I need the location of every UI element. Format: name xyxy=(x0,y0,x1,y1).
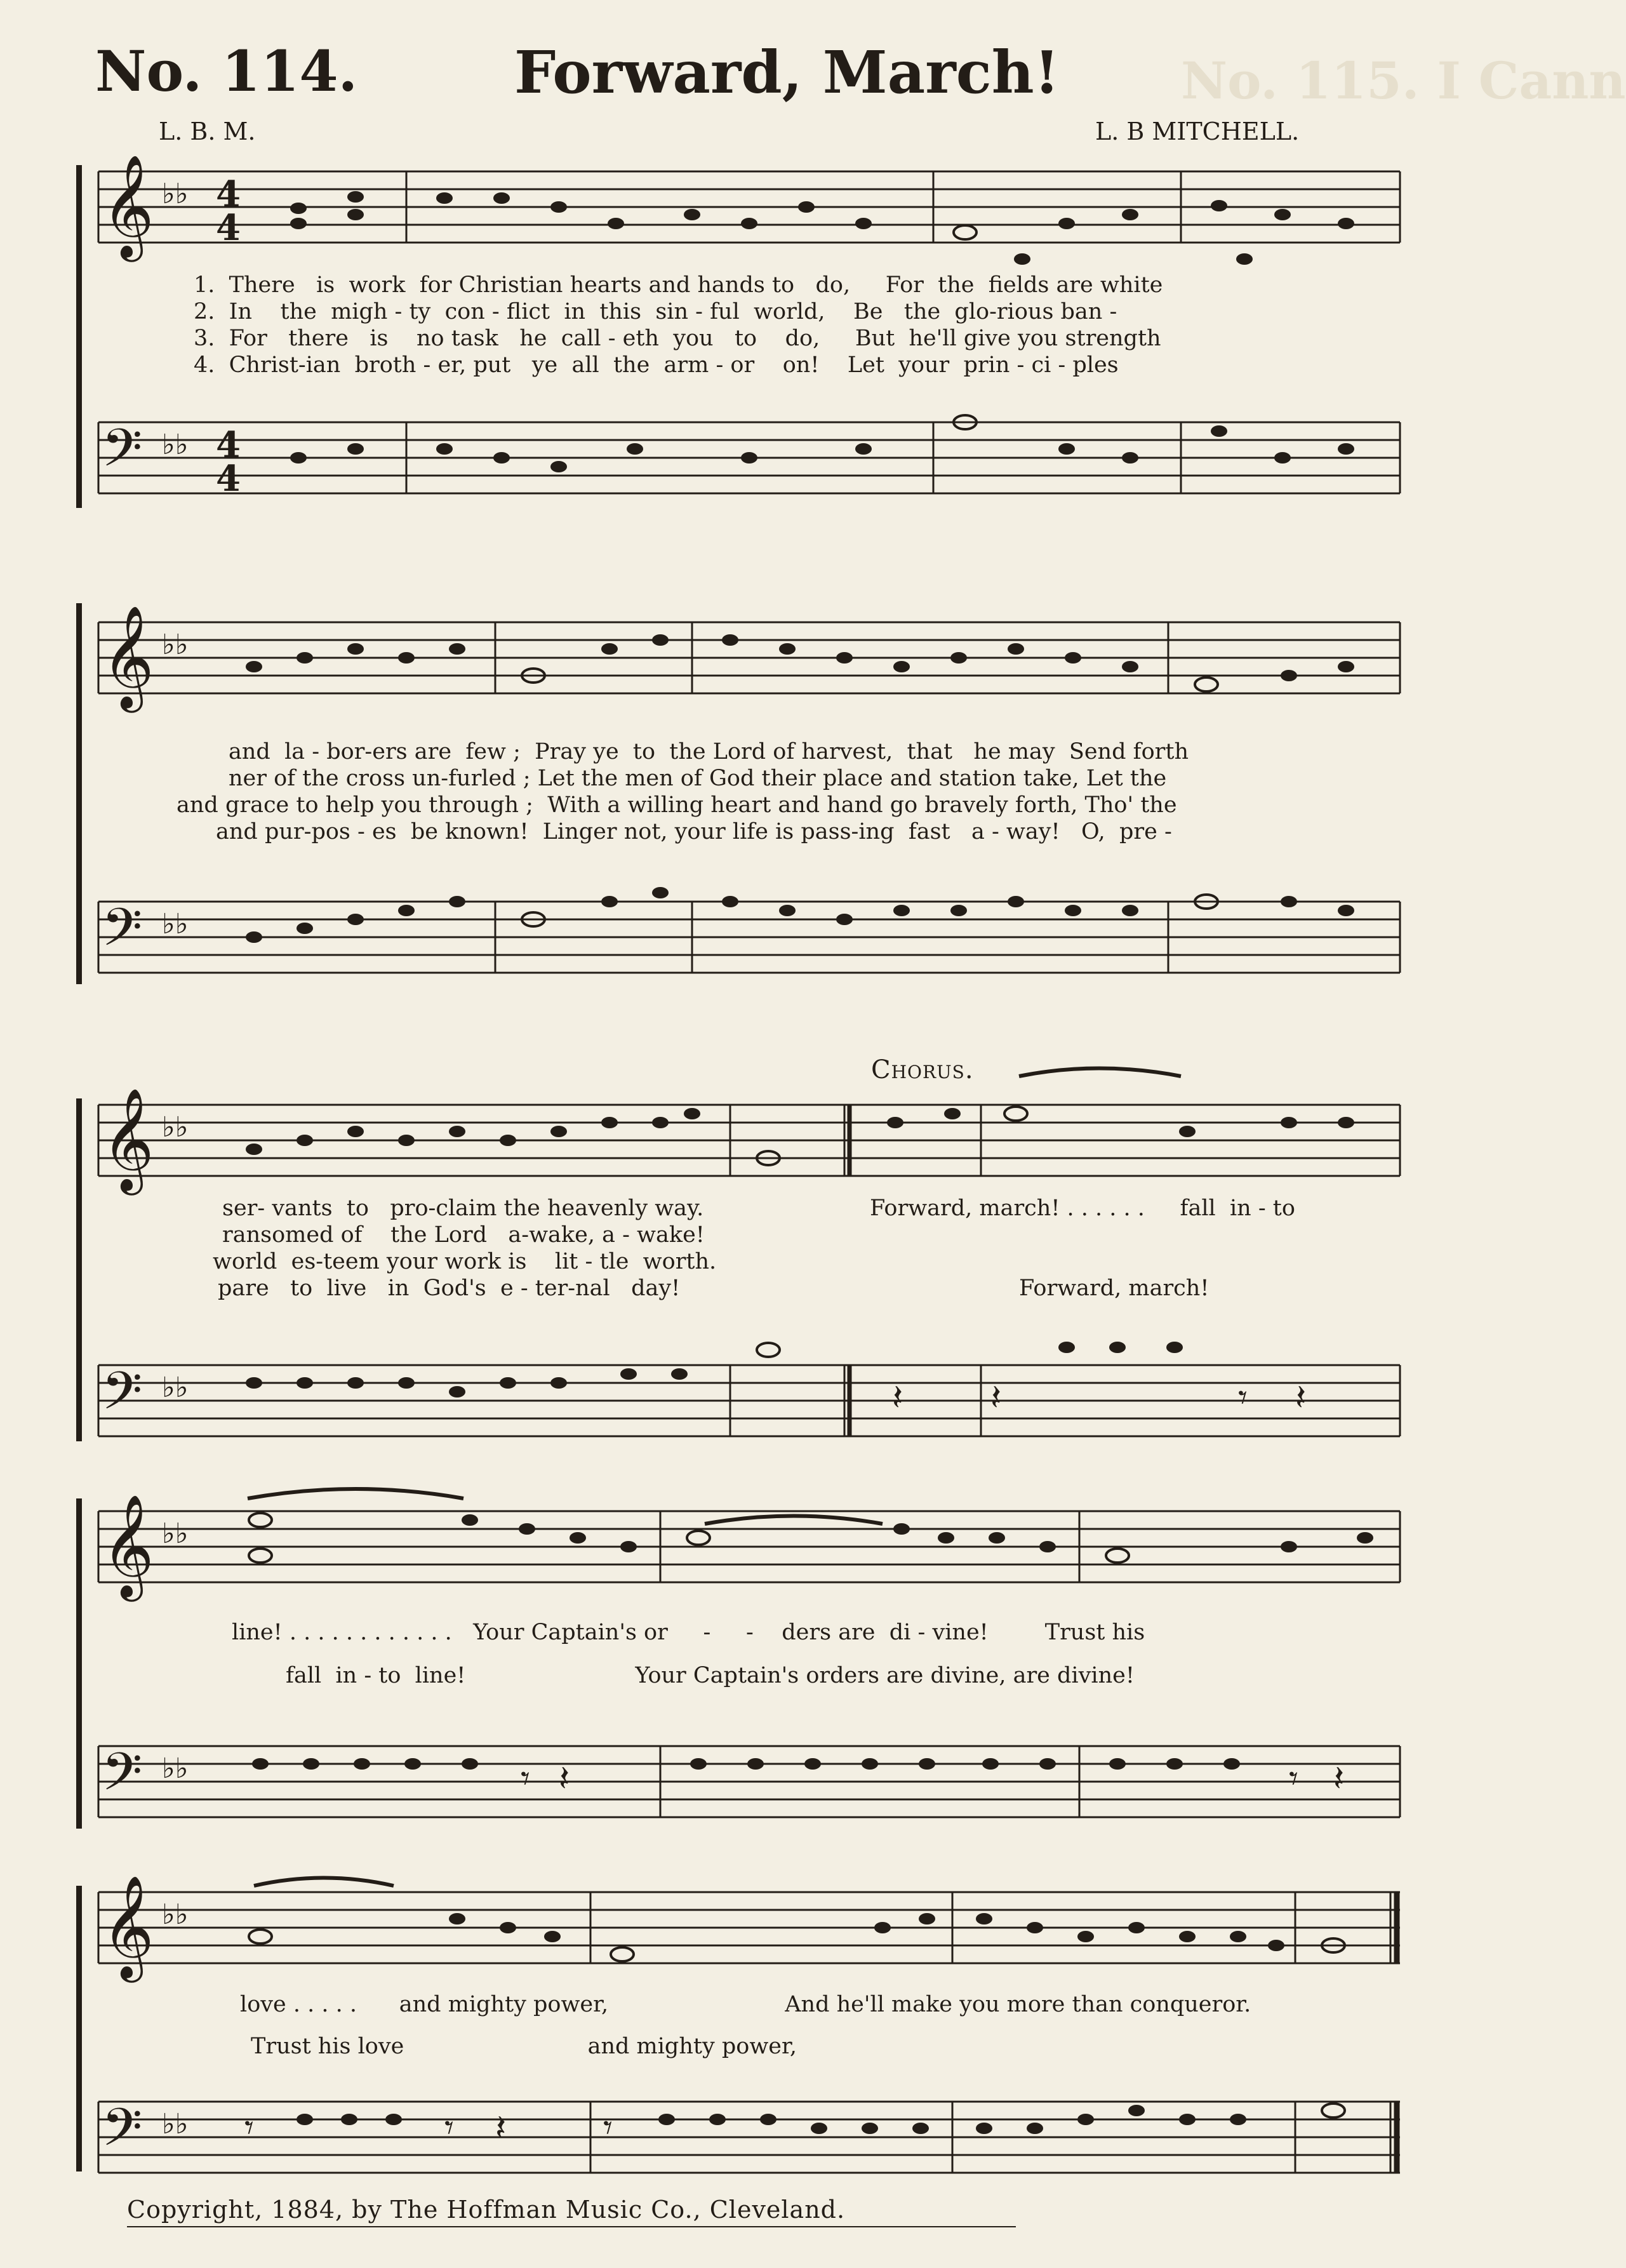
chorus-treble-words: Forward, march! . . . . . . fall in - to xyxy=(870,1196,1295,1221)
svg-text:4: 4 xyxy=(216,207,241,249)
copyright-notice: Copyright, 1884, by The Hoffman Music Co., Cleveland. xyxy=(127,2196,846,2224)
footer-rule xyxy=(127,2226,1016,2227)
svg-text:♭♭: ♭♭ xyxy=(162,2108,189,2140)
svg-text:♭♭: ♭♭ xyxy=(162,1111,189,1144)
bass-notes xyxy=(290,415,1354,472)
lyric-verse-3: and grace to help you through ; With a willing heart and hand go bravely forth, Tho' the xyxy=(177,792,1177,818)
treble-clef-icon: 𝄞 xyxy=(102,1494,154,1598)
svg-text:♭♭: ♭♭ xyxy=(162,429,189,461)
hymn-number: No. 114. xyxy=(95,38,358,104)
svg-text:♭♭: ♭♭ xyxy=(162,1518,189,1550)
chorus-bass-words: Forward, march! xyxy=(1019,1276,1210,1301)
bass-clef-icon: 𝄢 xyxy=(102,1741,143,1815)
bass-words: Trust his love and mighty power, xyxy=(251,2034,797,2059)
svg-text:𝄾: 𝄾 xyxy=(603,2107,613,2149)
bass-clef-icon: 𝄢 xyxy=(102,417,143,491)
treble-notes xyxy=(290,191,1354,265)
lyric-verse-1: ser- vants to pro-claim the heavenly way. xyxy=(222,1196,704,1221)
system-5-staves xyxy=(0,1873,1518,2178)
svg-text:♭♭: ♭♭ xyxy=(162,1371,189,1404)
lyric-verse-4: pare to live in God's e - ter-nal day! xyxy=(218,1276,681,1301)
lyric-verse-2: ner of the cross un-furled ; Let the men of God their place and station take, Let the xyxy=(229,766,1167,791)
system-4 xyxy=(0,1479,1518,1829)
system-2 xyxy=(0,584,1518,991)
svg-text:𝄽: 𝄽 xyxy=(990,1377,1002,1418)
treble-clef-icon: 𝄞 xyxy=(102,1088,154,1191)
svg-text:𝄾: 𝄾 xyxy=(244,2107,254,2149)
bass-clef-icon: 𝄢 xyxy=(102,2097,143,2171)
svg-text:4: 4 xyxy=(216,424,241,466)
lyric-verse-3: 3. For there is no task he call - eth you to do, But he'll give you strength xyxy=(194,326,1161,351)
bass-words: fall in - to line! Your Captain's orders are divine, are divine! xyxy=(286,1663,1135,1688)
system-4-staves xyxy=(0,1479,1518,1829)
hymn-title: Forward, March! xyxy=(514,38,1060,107)
bass-clef-icon: 𝄢 xyxy=(102,897,143,971)
system-5 xyxy=(0,1873,1518,2178)
lyric-verse-3: world es-teem your work is lit - tle worth. xyxy=(213,1249,717,1274)
system-1 xyxy=(0,152,1518,508)
svg-text:𝄾: 𝄾 xyxy=(1289,1758,1298,1799)
svg-text:♭♭: ♭♭ xyxy=(162,908,189,940)
svg-text:𝄽: 𝄽 xyxy=(559,1758,570,1799)
svg-text:𝄾: 𝄾 xyxy=(521,1758,530,1799)
svg-text:♭♭: ♭♭ xyxy=(162,1752,189,1785)
lyric-verse-1: 1. There is work for Christian hearts and hands to do, For the fields are white xyxy=(194,272,1163,298)
music-credit: L. B MITCHELL. xyxy=(1095,117,1300,145)
treble-words: love . . . . . and mighty power, And he'll make you more than conqueror. xyxy=(240,1992,1251,2017)
svg-text:𝄽: 𝄽 xyxy=(1295,1377,1307,1418)
bass-clef-icon: 𝄢 xyxy=(102,1360,143,1434)
svg-text:𝄾: 𝄾 xyxy=(1238,1377,1248,1418)
words-credit: L. B. M. xyxy=(159,117,256,145)
svg-text:𝄾: 𝄾 xyxy=(444,2107,454,2149)
svg-text:𝄽: 𝄽 xyxy=(892,1377,903,1418)
treble-clef-icon: 𝄞 xyxy=(102,605,154,709)
chorus-label: Chorus. xyxy=(871,1055,974,1084)
svg-text:♭♭: ♭♭ xyxy=(162,1898,189,1931)
treble-clef-icon: 𝄞 xyxy=(102,154,154,258)
svg-text:4: 4 xyxy=(216,173,241,215)
bleed-through-text: No. 115. I Cann xyxy=(1181,51,1626,110)
treble-words: line! . . . . . . . . . . . . Your Captain's or - - ders are di - vine! Trust his xyxy=(232,1620,1145,1645)
lyric-verse-4: 4. Christ-ian broth - er, put ye all the arm - or on! Let your prin - ci - ples xyxy=(194,352,1119,378)
system-3 xyxy=(0,1048,1518,1441)
svg-text:4: 4 xyxy=(216,458,241,500)
svg-text:♭♭: ♭♭ xyxy=(162,629,189,661)
lyric-verse-4: and pur-pos - es be known! Linger not, your life is pass-ing fast a - way! O, pre - xyxy=(216,819,1172,844)
svg-text:𝄽: 𝄽 xyxy=(1333,1758,1345,1799)
svg-text:♭♭: ♭♭ xyxy=(162,178,189,210)
treble-clef-icon: 𝄞 xyxy=(102,1875,154,1978)
svg-text:𝄽: 𝄽 xyxy=(495,2107,507,2149)
lyric-verse-2: 2. In the migh - ty con - flict in this sin - ful world, Be the glo-rious ban - xyxy=(194,299,1117,324)
lyric-verse-2: ransomed of the Lord a-wake, a - wake! xyxy=(222,1222,705,1248)
lyric-verse-1: and la - bor-ers are few ; Pray ye to the Lord of harvest, that he may Send forth xyxy=(229,739,1189,764)
title-row xyxy=(95,38,1626,121)
